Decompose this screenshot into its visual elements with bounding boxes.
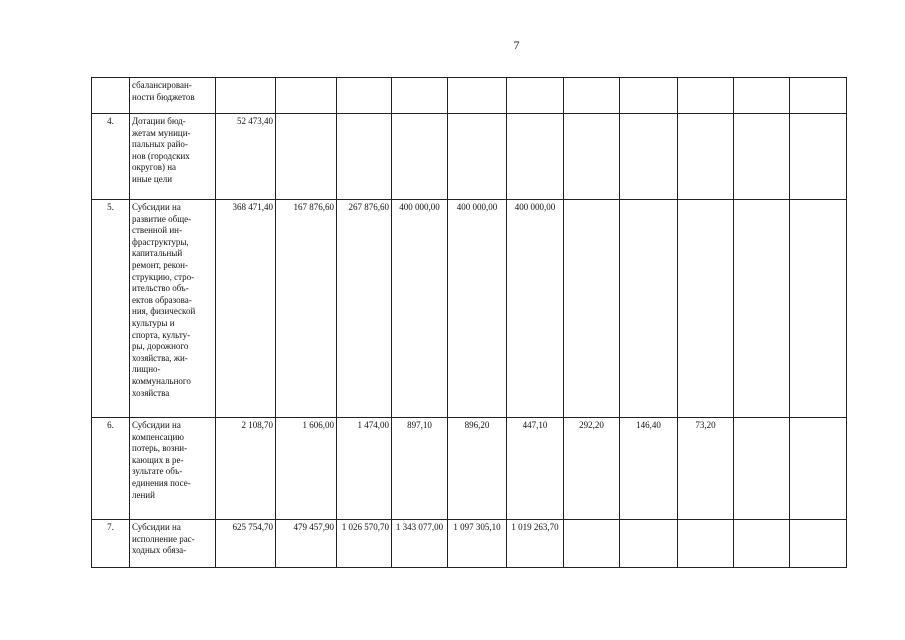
row-name-line: ходных обяза- <box>132 545 187 556</box>
row-name-line: Субсидии на <box>132 522 181 532</box>
row-name-line: струкцию, стро- <box>132 271 195 282</box>
value-cell: 400 000,00 <box>448 200 507 418</box>
row-name-line: ственной ин- <box>132 225 182 236</box>
row-number: 5. <box>92 200 130 418</box>
row-name-line: лений <box>132 489 155 500</box>
value-cell: 368 471,40 <box>216 200 276 418</box>
value-cell <box>620 78 678 114</box>
table-row <box>92 418 847 520</box>
table-row <box>92 200 847 418</box>
value-cell <box>448 78 507 114</box>
value-cell <box>564 78 620 114</box>
value-cell <box>790 418 847 520</box>
row-name-line: зультате объ- <box>132 466 183 477</box>
value-cell: 146,40 <box>620 418 678 520</box>
value-cell <box>337 78 392 114</box>
row-name-line: округов) на <box>132 162 177 173</box>
value-cell <box>734 114 790 200</box>
value-cell <box>790 200 847 418</box>
row-name <box>130 78 216 114</box>
value-cell: 2 108,70 <box>216 418 276 520</box>
value-cell: 167 876,60 <box>276 200 337 418</box>
value-cell <box>564 520 620 568</box>
value-cell: 896,20 <box>448 418 507 520</box>
row-name-line: хозяйства, жи- <box>132 352 188 363</box>
value-cell <box>734 520 790 568</box>
value-cell <box>790 520 847 568</box>
value-cell: 897,10 <box>392 418 448 520</box>
row-name-line: ектов образова- <box>132 294 192 305</box>
value-cell: 1 606,00 <box>276 418 337 520</box>
row-number: 6. <box>92 418 130 520</box>
budget-table <box>91 77 847 568</box>
row-name-line: развитие обще- <box>132 213 192 224</box>
row-name-line: кающих в ре- <box>132 454 184 465</box>
value-cell <box>734 200 790 418</box>
value-cell <box>276 78 337 114</box>
row-name-line: ры, дорожного <box>132 341 189 352</box>
table-row <box>92 78 847 114</box>
row-name-line: сбалансирован- <box>132 80 192 90</box>
row-name-line: спорта, культу- <box>132 329 191 340</box>
row-name-line: пальных райо- <box>132 139 188 150</box>
value-cell: 1 019 263,70 <box>507 520 564 568</box>
value-cell <box>620 114 678 200</box>
value-cell <box>678 78 734 114</box>
row-name <box>130 114 216 200</box>
row-name-line: исполнение рас- <box>132 533 195 544</box>
value-cell <box>620 200 678 418</box>
value-cell <box>507 78 564 114</box>
value-cell <box>564 114 620 200</box>
row-name-line: жетам муници- <box>132 127 191 138</box>
value-cell: 447,10 <box>507 418 564 520</box>
row-name-line: капитальный <box>132 248 183 259</box>
row-name-line: Субсидии на <box>132 202 181 212</box>
table-row <box>92 520 847 568</box>
value-cell <box>734 418 790 520</box>
row-name-line: культуры и <box>132 317 175 328</box>
value-cell <box>734 78 790 114</box>
value-cell <box>216 78 276 114</box>
value-cell: 292,20 <box>564 418 620 520</box>
row-name-line: нов (городских <box>132 150 190 161</box>
value-cell <box>678 200 734 418</box>
row-name-line: ремонт, рекон- <box>132 259 188 270</box>
value-cell: 1 474,00 <box>337 418 392 520</box>
value-cell: 400 000,00 <box>507 200 564 418</box>
value-cell: 73,20 <box>678 418 734 520</box>
row-name <box>130 200 216 418</box>
value-cell <box>790 114 847 200</box>
row-name-line: лищно- <box>132 364 161 375</box>
value-cell: 625 754,70 <box>216 520 276 568</box>
row-name <box>130 418 216 520</box>
value-cell: 267 876,60 <box>337 200 392 418</box>
row-number: 4. <box>92 114 130 200</box>
value-cell <box>507 114 564 200</box>
row-name-line: хозяйства <box>132 387 170 398</box>
value-cell: 1 097 305,10 <box>448 520 507 568</box>
value-cell: 1 343 077,00 <box>392 520 448 568</box>
value-cell: 479 457,90 <box>276 520 337 568</box>
value-cell <box>448 114 507 200</box>
row-name-line: Субсидии на <box>132 420 181 430</box>
value-cell <box>678 520 734 568</box>
row-name-line: единения посе- <box>132 477 191 488</box>
row-number: 7. <box>92 520 130 568</box>
row-name-line: фраструктуры, <box>132 236 189 247</box>
value-cell: 400 000,00 <box>392 200 448 418</box>
row-name-line: компенсацию <box>132 431 185 442</box>
value-cell <box>620 520 678 568</box>
value-cell <box>564 200 620 418</box>
value-cell <box>392 78 448 114</box>
row-name-line: коммунального <box>132 375 191 386</box>
page-number: 7 <box>513 38 520 52</box>
value-cell <box>790 78 847 114</box>
row-name-line: Дотации бюд- <box>132 116 186 126</box>
table-row <box>92 114 847 200</box>
value-cell <box>678 114 734 200</box>
value-cell <box>337 114 392 200</box>
row-name-line: ния, физической <box>132 306 196 317</box>
row-name-line: ительство объ- <box>132 283 189 294</box>
row-name <box>130 520 216 568</box>
value-cell: 52 473,40 <box>216 114 276 200</box>
value-cell: 1 026 570,70 <box>337 520 392 568</box>
row-name-line: ности бюджетов <box>132 91 195 102</box>
row-number <box>92 78 130 114</box>
row-name-line: иные цели <box>132 173 173 184</box>
row-name-line: потерь, возни- <box>132 443 188 454</box>
value-cell <box>276 114 337 200</box>
value-cell <box>392 114 448 200</box>
